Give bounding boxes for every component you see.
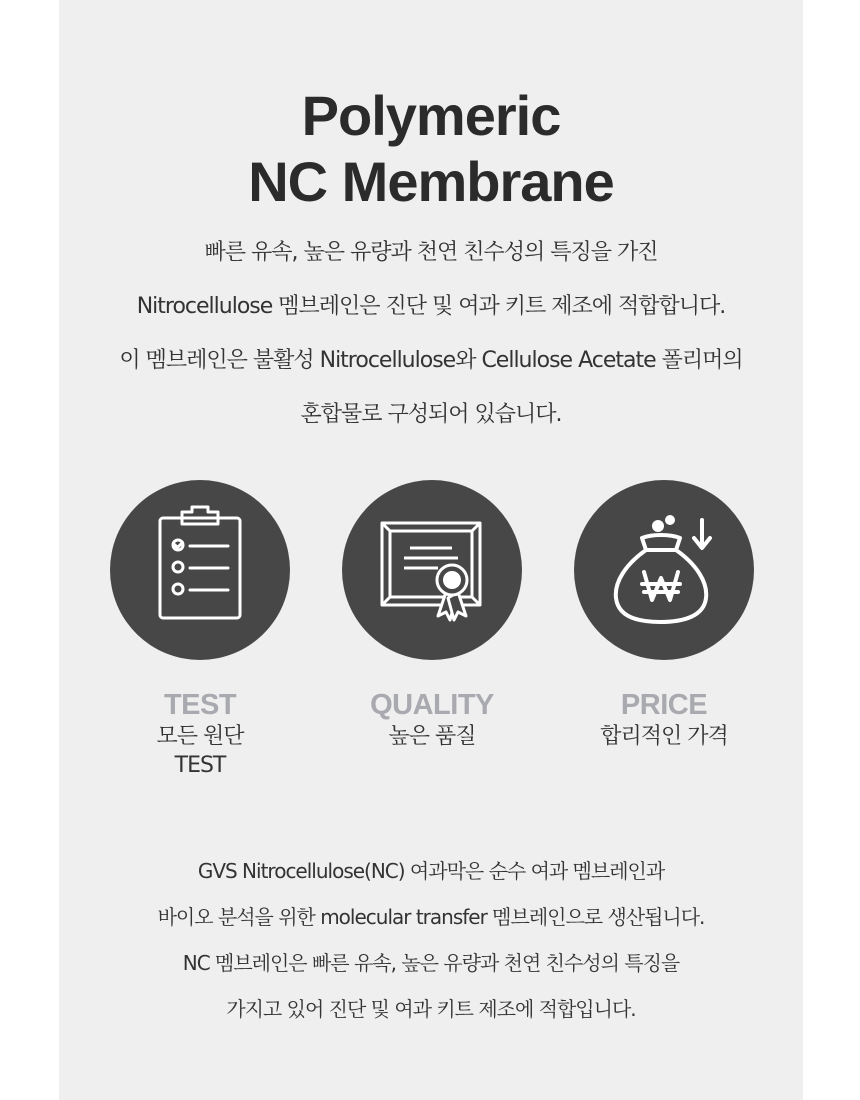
feature-quality <box>332 688 532 751</box>
intro-line: Nitrocellulose 멤브레인은 진단 및 여과 키트 제조에 적합합니다. <box>136 294 726 319</box>
test-icon-circle <box>110 480 290 660</box>
money-bag-won-icon <box>574 480 754 660</box>
title-line-2: NC Membrane <box>248 150 614 213</box>
feature-test <box>100 688 300 780</box>
intro-text <box>59 226 803 442</box>
outro-line: 바이오 분석을 위한 molecular transfer 멤브레인으로 생산됩니다. <box>157 905 705 929</box>
feature-label: TEST <box>163 689 237 721</box>
quality-icon-circle <box>342 480 522 660</box>
feature-price <box>564 688 764 751</box>
price-icon-circle <box>574 480 754 660</box>
feature-label: PRICE <box>620 689 708 721</box>
feature-description: 합리적인 가격 <box>600 724 728 749</box>
feature-label: QUALITY <box>370 689 494 721</box>
intro-line: 빠른 유속, 높은 유량과 천연 친수성의 특징을 가진 <box>204 240 658 265</box>
intro-line: 혼합물로 구성되어 있습니다. <box>300 402 562 427</box>
certificate-icon <box>342 480 522 660</box>
outro-line: NC 멤브레인은 빠른 유속, 높은 유량과 천연 친수성의 특징을 <box>182 951 680 975</box>
clipboard-checklist-icon <box>110 480 290 660</box>
title-line-1: Polymeric <box>301 84 561 147</box>
intro-line: 이 멤브레인은 불활성 Nitrocellulose와 Cellulose Acetate 폴리머의 <box>119 348 743 373</box>
feature-description: 높은 품질 <box>388 724 476 749</box>
outro-text <box>59 848 803 1032</box>
feature-description: 모든 원단 TEST <box>156 724 244 778</box>
outro-line: GVS Nitrocellulose(NC) 여과막은 순수 여과 멤브레인과 <box>197 859 665 883</box>
content-panel <box>59 0 803 1100</box>
outro-line: 가지고 있어 진단 및 여과 키트 제조에 적합입니다. <box>226 997 636 1021</box>
